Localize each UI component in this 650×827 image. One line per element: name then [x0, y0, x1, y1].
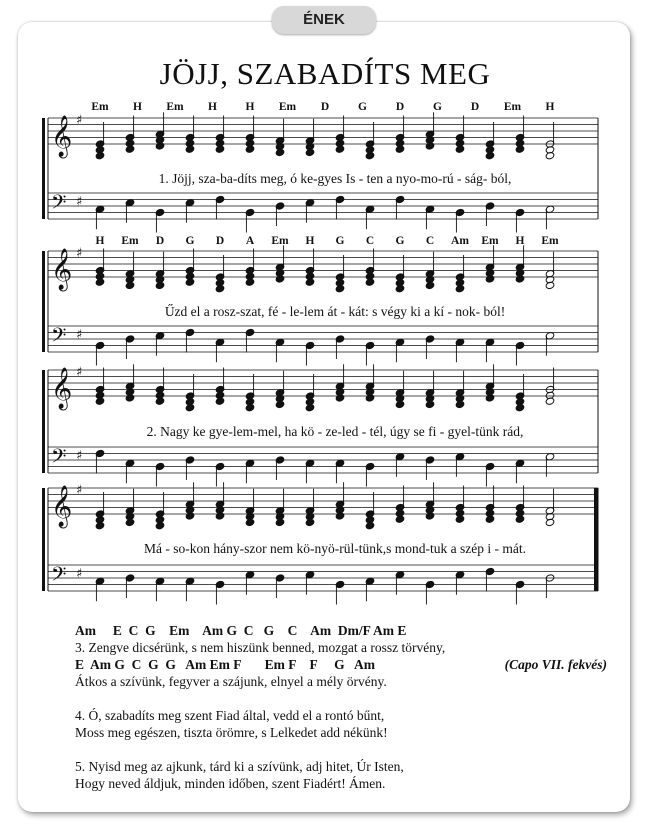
chord-symbol: H — [515, 235, 525, 247]
lyrics-line: Má - so-kon hány-szor nem kö-nyö-rül-tünk,s mond-tuk a szép i - mát. — [143, 541, 527, 556]
verses-block — [75, 622, 615, 792]
chord-symbol: C — [365, 235, 375, 247]
bass-clef-icon: 𝄢 — [51, 444, 67, 473]
chord-symbol: Em — [503, 101, 522, 113]
chord-symbol: G — [395, 235, 405, 247]
chord-symbol: H — [545, 101, 555, 113]
chord-symbol: Em — [271, 235, 289, 247]
lyrics-line: 2. Nagy ke gye-lem-mel, ha kö - ze-led - tél, úgy se fi - gyel-tünk rád, — [146, 424, 524, 439]
verse-3-line-1: 3. Zengve dicsérünk, s nem hiszünk benned, mozgat a rossz törvény, — [75, 640, 446, 655]
key-sharp-icon: ♯ — [76, 327, 83, 343]
treble-clef-icon: 𝄞 — [51, 486, 73, 527]
verse-3-chords-line-1: Am E C G Em Am G C G C Am Dm/F Am E — [75, 623, 407, 638]
verse-4-line-1: 4. Ó, szabadíts meg szent Fiad által, vedd el a rontó bűnt, — [75, 708, 385, 723]
verse-5-line-1: 5. Nyisd meg az ajkunk, tárd ki a szívünk, adj hitet, Úr Isten, — [75, 759, 404, 774]
key-sharp-icon: ♯ — [76, 364, 83, 380]
song-title: JÖJJ, SZABADÍTS MEG — [159, 56, 491, 91]
chord-symbol: D — [320, 101, 330, 113]
chord-symbol: G — [358, 101, 367, 113]
chord-symbol: H — [245, 101, 255, 113]
chord-symbol: H — [95, 235, 105, 247]
bass-clef-icon: 𝄢 — [51, 562, 67, 591]
lyrics-line: Űzd el a rosz-szat, fé - le-lem át - kát: s végy ki a kí - nok- ból! — [164, 304, 506, 319]
verse-4-line-2: Moss meg egészen, tiszta örömre, s Lelkedet add nékünk! — [75, 725, 388, 740]
system-bracket — [42, 488, 45, 591]
chord-symbol: Em — [541, 235, 559, 247]
key-sharp-icon: ♯ — [76, 482, 83, 498]
system-bracket — [42, 118, 45, 219]
verse-3-line-2: Átkos a szívünk, fegyver a szájunk, elnyel a mély örvény. — [75, 674, 387, 689]
chord-symbol: H — [305, 235, 315, 247]
verse-3-chords-line-2: E Am G C G G Am Em F Em F F G Am — [75, 657, 375, 672]
chord-symbol: G — [185, 235, 195, 247]
chord-symbol: A — [245, 235, 255, 247]
chord-symbol: G — [335, 235, 345, 247]
bass-clef-icon: 𝄢 — [51, 190, 67, 219]
system-bracket — [42, 251, 45, 352]
chord-symbol: Em — [481, 235, 499, 247]
chord-symbol: D — [395, 101, 405, 113]
chord-symbol: G — [433, 101, 442, 113]
chord-symbol: Am — [451, 235, 469, 247]
capo-note: (Capo VII. fekvés) — [504, 657, 607, 672]
chord-symbol: D — [470, 101, 480, 113]
chord-symbol: Em — [166, 101, 184, 113]
lyrics-line: 1. Jöjj, sza-ba-díts meg, ó ke-gyes Is - ten a nyo-mo-rú - ság- ból, — [158, 171, 512, 186]
verse-5-line-2: Hogy neved áldjuk, minden időben, szent Fiadért! Ámen. — [75, 776, 386, 791]
treble-clef-icon: 𝄞 — [51, 368, 73, 409]
bass-clef-icon: 𝄢 — [51, 323, 67, 352]
category-tab[interactable]: ÉNEK — [272, 6, 376, 34]
final-barline — [594, 488, 598, 591]
key-sharp-icon: ♯ — [76, 194, 83, 210]
chord-symbol: D — [155, 235, 165, 247]
chord-symbol: Em — [91, 101, 109, 113]
system-bracket — [42, 370, 45, 473]
chord-symbol: Em — [121, 235, 139, 247]
chord-symbol: C — [425, 235, 435, 247]
key-sharp-icon: ♯ — [76, 112, 83, 128]
key-sharp-icon: ♯ — [76, 245, 83, 261]
chord-symbol: H — [133, 101, 142, 113]
chord-symbol: H — [208, 101, 217, 113]
chord-symbol: D — [215, 235, 225, 247]
treble-clef-icon: 𝄞 — [51, 116, 73, 157]
chord-symbol: Em — [278, 101, 297, 113]
key-sharp-icon: ♯ — [76, 448, 83, 464]
treble-clef-icon: 𝄞 — [51, 249, 73, 290]
key-sharp-icon: ♯ — [76, 566, 83, 582]
